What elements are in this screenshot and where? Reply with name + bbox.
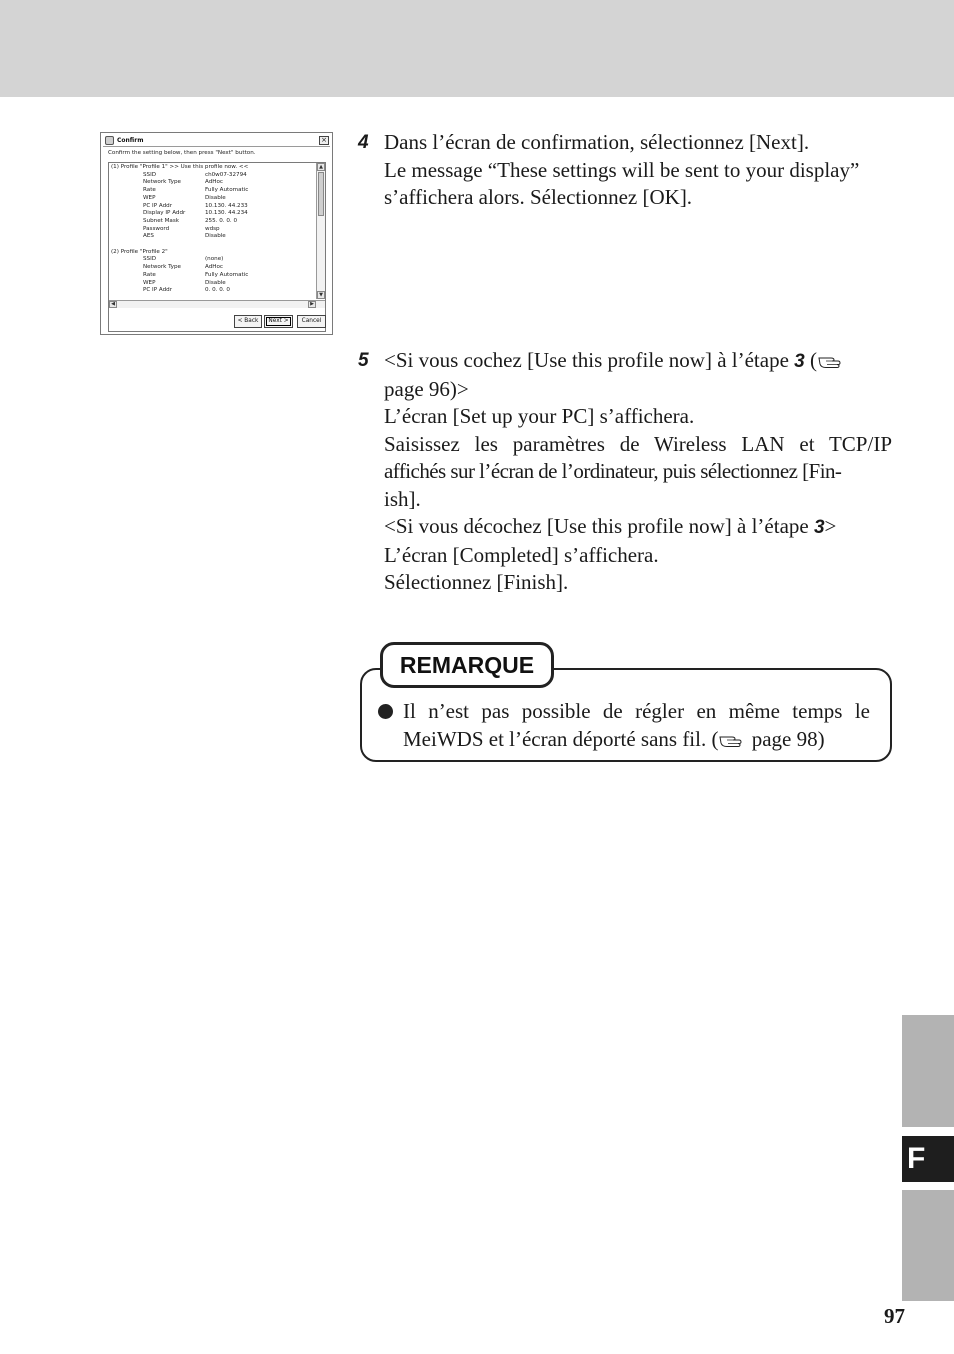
note-page-ref: page 98) [746,727,825,751]
page-number: 97 [884,1304,905,1328]
setting-key: AES [143,233,154,240]
step-number: 5 [358,350,369,371]
step-5-line-4: Saisissez les paramètres de Wireless LAN et TCP/IP [384,431,892,456]
dialog-instruction: Confirm the setting below, then press "Next" button. [108,150,256,156]
next-button[interactable]: Next > [264,315,293,328]
setting-key: Password [143,225,170,232]
step-5-line-9: Sélectionnez [Finish]. [384,570,569,594]
setting-row [111,256,317,264]
step-5 [358,347,898,597]
step-5-line-1 [384,347,892,376]
setting-row [111,195,317,203]
scroll-up-icon[interactable]: ▲ [317,163,325,171]
dialog-title: Confirm [117,137,144,144]
setting-key: WEP [143,279,156,286]
pointing-hand-icon [718,732,746,748]
setting-row [111,179,317,187]
setting-value: AdHoc [205,264,223,271]
setting-key: PC IP Addr [143,287,172,294]
step-5-line-7 [384,513,892,542]
step-4-line-3: s’affichera alors. Sélectionnez [OK]. [384,185,693,209]
setting-value: Disable [205,233,226,240]
step-5-line-8: L’écran [Completed] s’affichera. [384,542,659,567]
step-5-line-7-text: <Si vous décochez [Use this profile now] à l’étape [384,514,814,538]
setting-value: 10.130. 44.234 [205,210,248,217]
setting-key: PC IP Addr [143,202,172,209]
step-5-line-7-close: > [824,514,837,538]
setting-row [111,218,317,226]
header-band [0,0,954,97]
setting-value: AdHoc [205,179,223,186]
scroll-thumb[interactable] [318,172,324,216]
setting-key: Network Type [143,179,181,186]
step-4-line-1: Dans l’écran de confirmation, sélectionnez [Next]. [384,130,810,154]
side-tab-upper [902,1015,954,1127]
close-icon[interactable]: × [319,136,329,145]
setting-row [111,187,317,195]
side-tab-lower [902,1190,954,1301]
profile-2-header: (2) Profile "Profile 2" [111,248,168,255]
step-4 [358,129,898,212]
setting-key: Subnet Mask [143,217,180,224]
setting-row [111,272,317,280]
setting-row [111,172,317,180]
step-5-line-1-paren: ( [804,348,817,372]
side-tab-letter: F [902,1136,954,1182]
step-5-line-1-text: <Si vous cochez [Use this profile now] à l’étape [384,348,795,372]
setting-row [111,203,317,211]
app-icon [105,136,114,145]
setting-key: SSID [143,256,157,263]
step-5-line-2: page 96)> [384,376,469,401]
setting-row [111,226,317,234]
setting-row [111,233,317,241]
back-button[interactable]: < Back [234,315,262,328]
setting-value: wdsp [205,225,220,232]
setting-value: Disable [205,194,226,201]
note-text [403,697,870,753]
setting-value: Disable [205,279,226,286]
setting-key: Rate [143,187,156,194]
setting-value: 0. 0. 0. 0 [205,287,230,294]
setting-value: ch0w07-32794 [205,171,247,178]
setting-key: WEP [143,194,156,201]
scroll-right-icon[interactable]: ▶ [308,301,316,308]
bullet-icon [378,704,393,719]
cancel-button[interactable]: Cancel [297,315,326,328]
setting-value: 10.130. 44.233 [205,202,248,209]
confirm-dialog-screenshot [100,132,333,335]
step-reference: 3 [794,351,805,372]
note-line-2 [403,725,870,753]
step-5-line-3: L’écran [Set up your PC] s’affichera. [384,404,695,428]
note-line-2-text: MeiWDS et l’écran déporté sans fil. ( [403,727,719,751]
setting-value: 255. 0. 0. 0 [205,217,238,224]
note-line-1: Il n’est pas possible de régler en même temps le [403,699,870,723]
profile-1-header: (1) Profile "Profile 1" >> Use this profile now. << [111,164,249,170]
setting-value: (none) [205,256,224,263]
dialog-title-bar [103,135,330,147]
setting-row [111,264,317,272]
step-4-line-2: Le message “These settings will be sent to your display” [384,157,860,182]
setting-key: SSID [143,171,157,178]
scroll-down-icon[interactable]: ▼ [317,291,325,299]
setting-row [111,280,317,288]
setting-value: Fully Automatic [205,187,249,194]
step-5-line-6: ish]. [384,486,421,511]
step-5-line-5: affichés sur l’écran de l’ordinateur, puis sélectionnez [Fin- [384,459,842,483]
scroll-left-icon[interactable]: ◀ [109,301,117,308]
settings-list[interactable] [108,162,326,332]
setting-key: Network Type [143,264,181,271]
note-label: REMARQUE [380,642,554,688]
pointing-hand-icon [817,353,845,369]
setting-row [111,287,317,295]
setting-row [111,210,317,218]
setting-value: Fully Automatic [205,271,249,278]
step-reference: 3 [813,517,825,538]
setting-key: Display IP Addr [143,210,186,217]
vertical-scrollbar[interactable] [316,163,325,299]
horizontal-scrollbar[interactable] [109,300,325,308]
setting-key: Rate [143,271,156,278]
step-number: 4 [358,132,369,153]
